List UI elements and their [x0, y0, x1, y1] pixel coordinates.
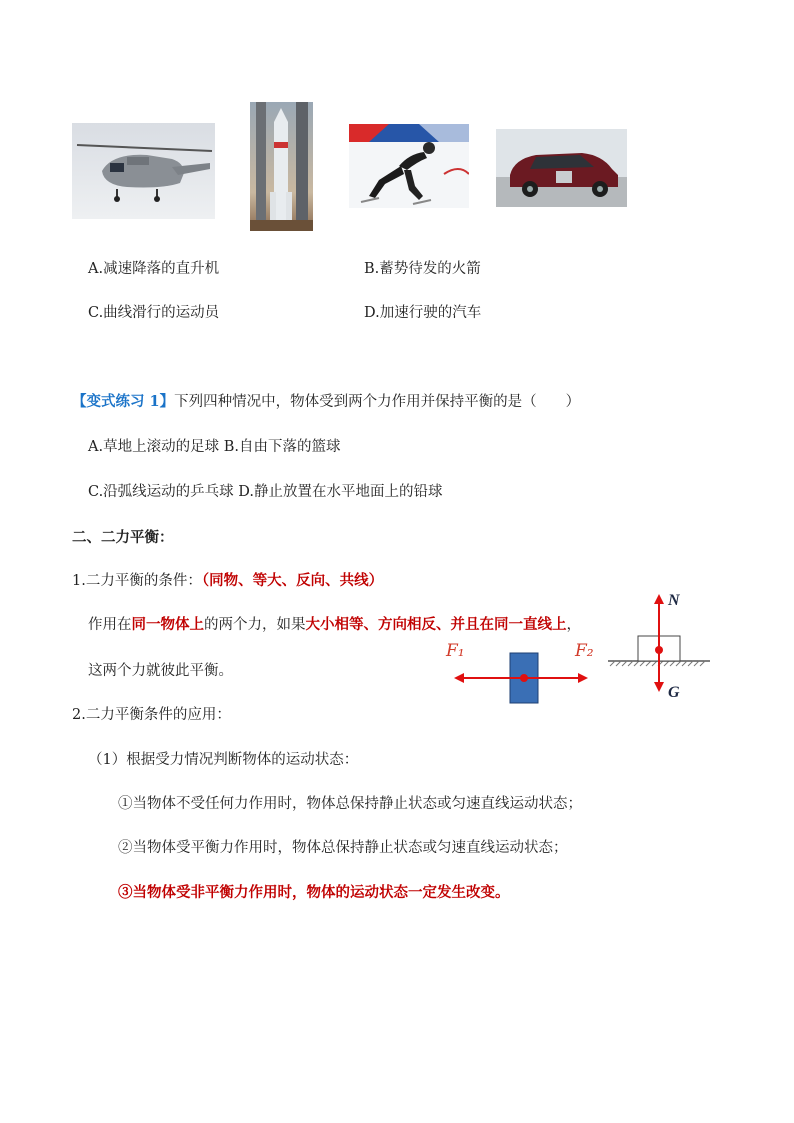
definition-part1: 作用在 — [88, 617, 132, 633]
f2-arrowhead — [578, 673, 588, 683]
application-item3: ③当物体受非平衡力作用时，物体的运动状态一定发生改变。 — [118, 884, 510, 901]
exercise-options-line1: A.草地上滚动的足球 B.自由下落的篮球 — [88, 439, 341, 455]
definition-part3: 的两个力，如果 — [204, 617, 306, 633]
helicopter-image — [72, 123, 215, 219]
block-center-dot — [520, 674, 528, 682]
f2-label: F₂ — [575, 641, 594, 661]
application-sub1: （1）根据受力情况判断物体的运动状态： — [88, 752, 359, 768]
g-label: G — [668, 684, 680, 701]
application-item2: ②当物体受平衡力作用时，物体总保持静止状态或匀速直线运动状态； — [118, 840, 568, 856]
definition-conditions: 大小相等、方向相反、并且在同一直线上 — [305, 616, 567, 633]
exercise-question-text: 下列四种情况中，物体受到两个力作用并保持平衡的是（ ） — [174, 394, 581, 410]
definition-comma: ， — [566, 617, 581, 633]
option-d: D.加速行驶的汽车 — [364, 305, 482, 321]
option-a: A.减速降落的直升机 — [88, 261, 220, 277]
section-heading: 二、二力平衡： — [72, 529, 174, 546]
definition-line2: 这两个力就彼此平衡。 — [88, 663, 233, 679]
option-c: C.曲线滑行的运动员 — [88, 305, 220, 321]
condition-line — [72, 571, 383, 591]
rocket-image — [250, 102, 313, 231]
ground-block-dot — [655, 646, 663, 654]
exercise-tag: 【变式练习 1】 — [72, 393, 175, 410]
condition-prefix: 1.二力平衡的条件： — [72, 573, 202, 589]
exercise-question — [72, 392, 580, 412]
f1-arrowhead — [454, 673, 464, 683]
application-item1: ①当物体不受任何力作用时，物体总保持静止状态或匀速直线运动状态； — [118, 796, 582, 812]
car-image — [496, 129, 627, 207]
n-label: N — [668, 592, 680, 609]
definition-same-object: 同一物体上 — [131, 616, 204, 633]
n-arrowhead — [654, 594, 664, 604]
application-heading: 2.二力平衡条件的应用： — [72, 707, 231, 723]
exercise-options-line2: C.沿弧线运动的乒乓球 D.静止放置在水平地面上的铅球 — [88, 484, 443, 500]
skater-image — [349, 124, 469, 208]
g-arrowhead — [654, 682, 664, 692]
option-b: B.蓄势待发的火箭 — [364, 261, 481, 277]
f1-label: F₁ — [446, 641, 465, 661]
condition-highlight: （同物、等大、反向、共线） — [201, 572, 384, 589]
